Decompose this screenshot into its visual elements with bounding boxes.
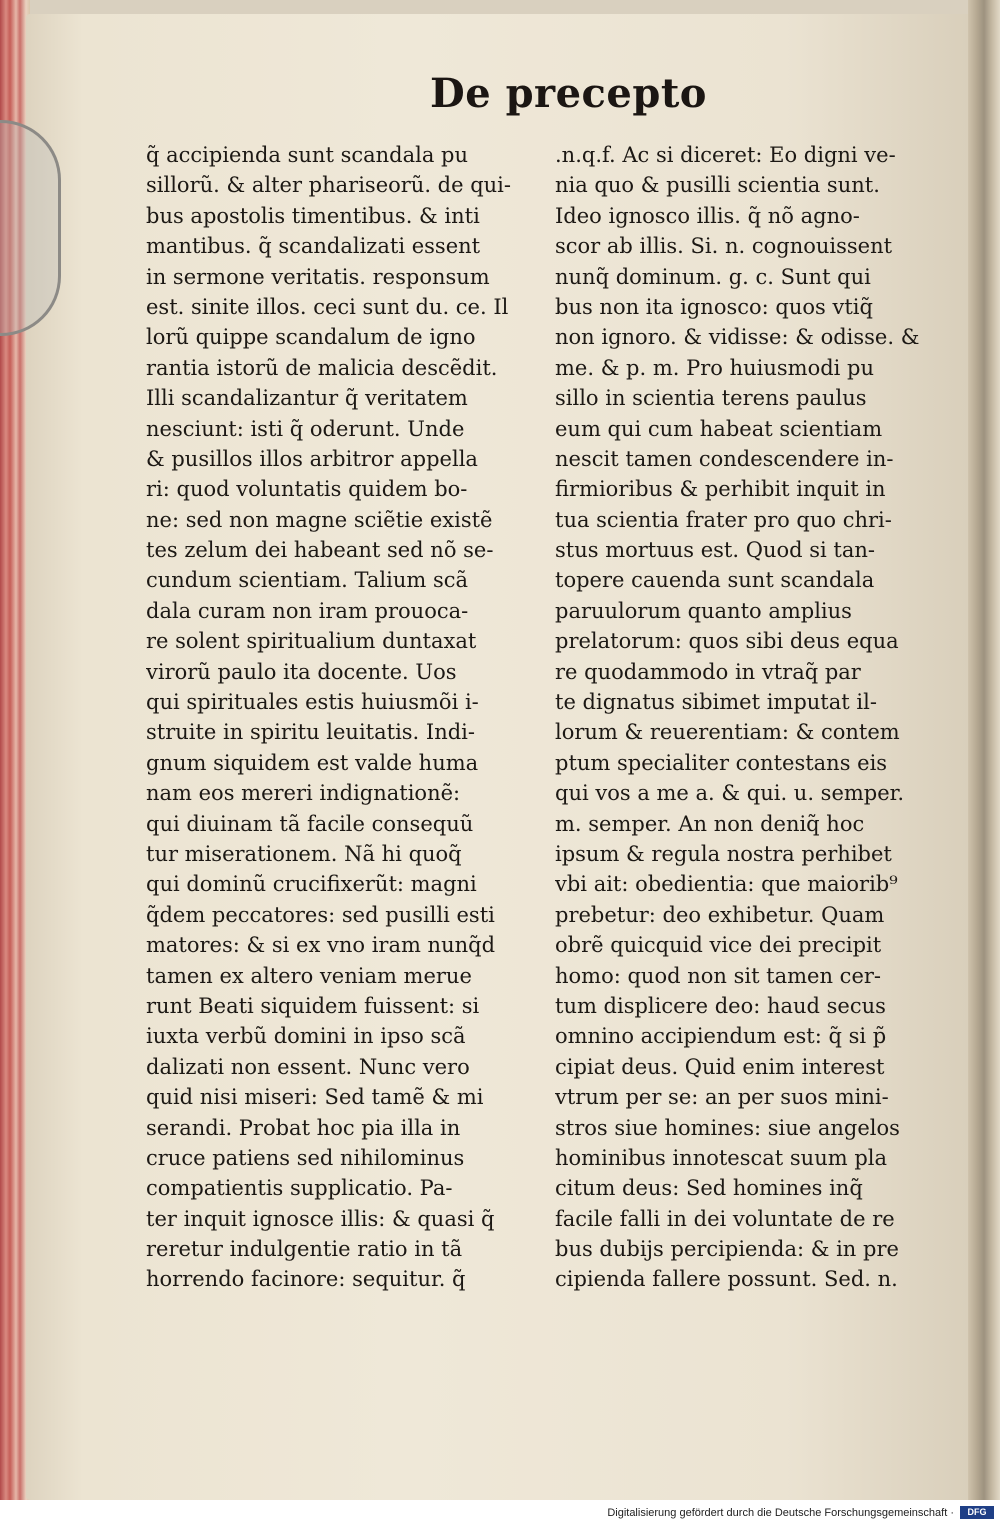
text-line: non ignoro. & vidisse: & odisse. & xyxy=(555,325,920,350)
text-line: Ideo ignosco illis. q̃ nõ agno- xyxy=(555,203,860,228)
text-line: te dignatus sibimet imputat il- xyxy=(555,690,877,715)
text-line: re solent spiritualium duntaxat xyxy=(146,629,477,654)
text-line: runt Beati siquidem fuissent: si xyxy=(146,993,480,1018)
text-line: stus mortuus est. Quod si tan- xyxy=(555,538,875,563)
text-line: & pusillos illos arbitror appella xyxy=(146,446,478,471)
text-line: m. semper. An non deniq̃ hoc xyxy=(555,811,865,836)
text-line: reretur indulgentie ratio in tã xyxy=(146,1237,463,1262)
text-line: firmioribus & perhibit inquit in xyxy=(555,477,886,502)
text-line: tes zelum dei habeant sed nõ se- xyxy=(146,538,494,563)
text-line: citum deus: Sed homines inq̃ xyxy=(555,1176,863,1201)
text-line: tur miserationem. Nã hi quoq̃ xyxy=(146,841,462,866)
text-line: ri: quod voluntatis quidem bo- xyxy=(146,477,468,502)
text-line: in sermone veritatis. responsum xyxy=(146,264,490,289)
text-line: dalizati non essent. Nunc vero xyxy=(146,1054,470,1079)
text-line: tamen ex altero veniam merue xyxy=(146,963,472,988)
text-line: hominibus innotescat suum pla xyxy=(555,1145,888,1170)
text-line: obrẽ quicquid vice dei precipit xyxy=(555,933,882,958)
text-line: nescit tamen condescendere in- xyxy=(555,446,894,471)
text-line: matores: & si ex vno iram nunq̃d xyxy=(146,933,496,958)
running-head: De precepto xyxy=(430,70,707,117)
text-line: struite in spiritu leuitatis. Indi- xyxy=(146,720,475,745)
text-line: ter inquit ignosce illis: & quasi q̃ xyxy=(146,1206,495,1231)
text-line: nam eos mereri indignationẽ: xyxy=(146,781,461,806)
text-line: nunq̃ dominum. g. c. Sunt qui xyxy=(555,264,871,289)
text-line: cundum scientiam. Talium scã xyxy=(146,568,469,593)
funding-credit: Digitalisierung gefördert durch die Deutsche Forschungsgemeinschaft · xyxy=(607,1507,954,1519)
text-line: serandi. Probat hoc pia illa in xyxy=(146,1115,461,1140)
text-line: .n.q.f. Ac si diceret: Eo digni ve- xyxy=(555,143,896,167)
text-line: gnum siquidem est valde huma xyxy=(146,750,479,775)
text-line: prelatorum: quos sibi deus equa xyxy=(555,629,899,654)
text-line: rantia istorũ de malicia descẽdit. xyxy=(146,355,498,380)
text-line: scor ab illis. Si. n. cognouissent xyxy=(555,234,893,259)
text-line: q̃ accipienda sunt scandala pu xyxy=(146,143,468,167)
text-line: tum displicere deo: haud secus xyxy=(555,993,886,1018)
text-line: cipienda fallere possunt. Sed. n. xyxy=(555,1267,898,1292)
text-line: sillo in scientia terens paulus xyxy=(555,386,867,411)
text-line: omnino accipiendum est: q̃ si p̃ xyxy=(555,1024,887,1049)
text-line: dala curam non iram prouoca- xyxy=(146,598,469,623)
text-line: eum qui cum habeat scientiam xyxy=(555,416,883,441)
text-line: nia quo & pusilli scientia sunt. xyxy=(555,173,880,198)
page-clip xyxy=(0,120,61,336)
text-line: bus dubijs percipienda: & in pre xyxy=(555,1237,899,1262)
binding-edge xyxy=(968,0,1000,1500)
text-column-right xyxy=(555,140,945,1295)
text-line: vbi ait: obedientia: que maiorib⁹ xyxy=(555,872,898,897)
text-line: sillorũ. & alter phariseorũ. de qui- xyxy=(146,173,511,198)
text-line: ipsum & regula nostra perhibet xyxy=(555,841,892,866)
text-line: me. & p. m. Pro huiusmodi pu xyxy=(555,355,875,380)
text-line: lorũ quippe scandalum de igno xyxy=(146,325,476,350)
text-line: qui spirituales estis huiusmõi i- xyxy=(146,690,479,715)
text-line: re quodammodo in vtraq̃ par xyxy=(555,659,861,684)
text-line: qui diuinam tã facile consequũ xyxy=(146,811,474,836)
digitization-footer xyxy=(0,1500,1000,1525)
text-line: compatientis supplicatio. Pa- xyxy=(146,1176,453,1201)
text-line: ne: sed non magne sciẽtie existẽ xyxy=(146,507,493,532)
text-column-left xyxy=(146,140,536,1295)
text-line: virorũ paulo ita docente. Uos xyxy=(146,659,457,684)
text-line: tua scientia frater pro quo chri- xyxy=(555,507,892,532)
text-line: paruulorum quanto amplius xyxy=(555,598,852,623)
text-line: facile falli in dei voluntate de re xyxy=(555,1206,895,1231)
text-line: homo: quod non sit tamen cer- xyxy=(555,963,882,988)
text-line: horrendo facinore: sequitur. q̃ xyxy=(146,1267,466,1292)
text-line: mantibus. q̃ scandalizati essent xyxy=(146,234,481,259)
text-line: Illi scandalizantur q̃ veritatem xyxy=(146,386,468,411)
text-line: qui vos a me a. & qui. u. semper. xyxy=(555,781,905,806)
text-line: qui dominũ crucifixerũt: magni xyxy=(146,872,477,897)
dfg-logo: DFG xyxy=(960,1506,994,1519)
text-line: bus apostolis timentibus. & inti xyxy=(146,203,480,228)
text-line: iuxta verbũ domini in ipso scã xyxy=(146,1024,466,1049)
text-line: ptum specialiter contestans eis xyxy=(555,750,888,775)
text-line: lorum & reuerentiam: & contem xyxy=(555,720,900,745)
text-line: vtrum per se: an per suos mini- xyxy=(555,1085,889,1110)
text-line: cruce patiens sed nihilominus xyxy=(146,1145,465,1170)
text-line: q̃dem peccatores: sed pusilli esti xyxy=(146,902,495,927)
text-line: quid nisi miseri: Sed tamẽ & mi xyxy=(146,1085,484,1110)
text-line: topere cauenda sunt scandala xyxy=(555,568,875,593)
text-line: cipiat deus. Quid enim interest xyxy=(555,1054,885,1079)
text-line: nesciunt: isti q̃ oderunt. Unde xyxy=(146,416,465,441)
text-line: prebetur: deo exhibetur. Quam xyxy=(555,902,885,927)
text-line: bus non ita ignosco: quos vtiq̃ xyxy=(555,294,873,319)
text-line: est. sinite illos. ceci sunt du. ce. Il xyxy=(146,294,509,319)
text-line: stros siue homines: siue angelos xyxy=(555,1115,900,1140)
